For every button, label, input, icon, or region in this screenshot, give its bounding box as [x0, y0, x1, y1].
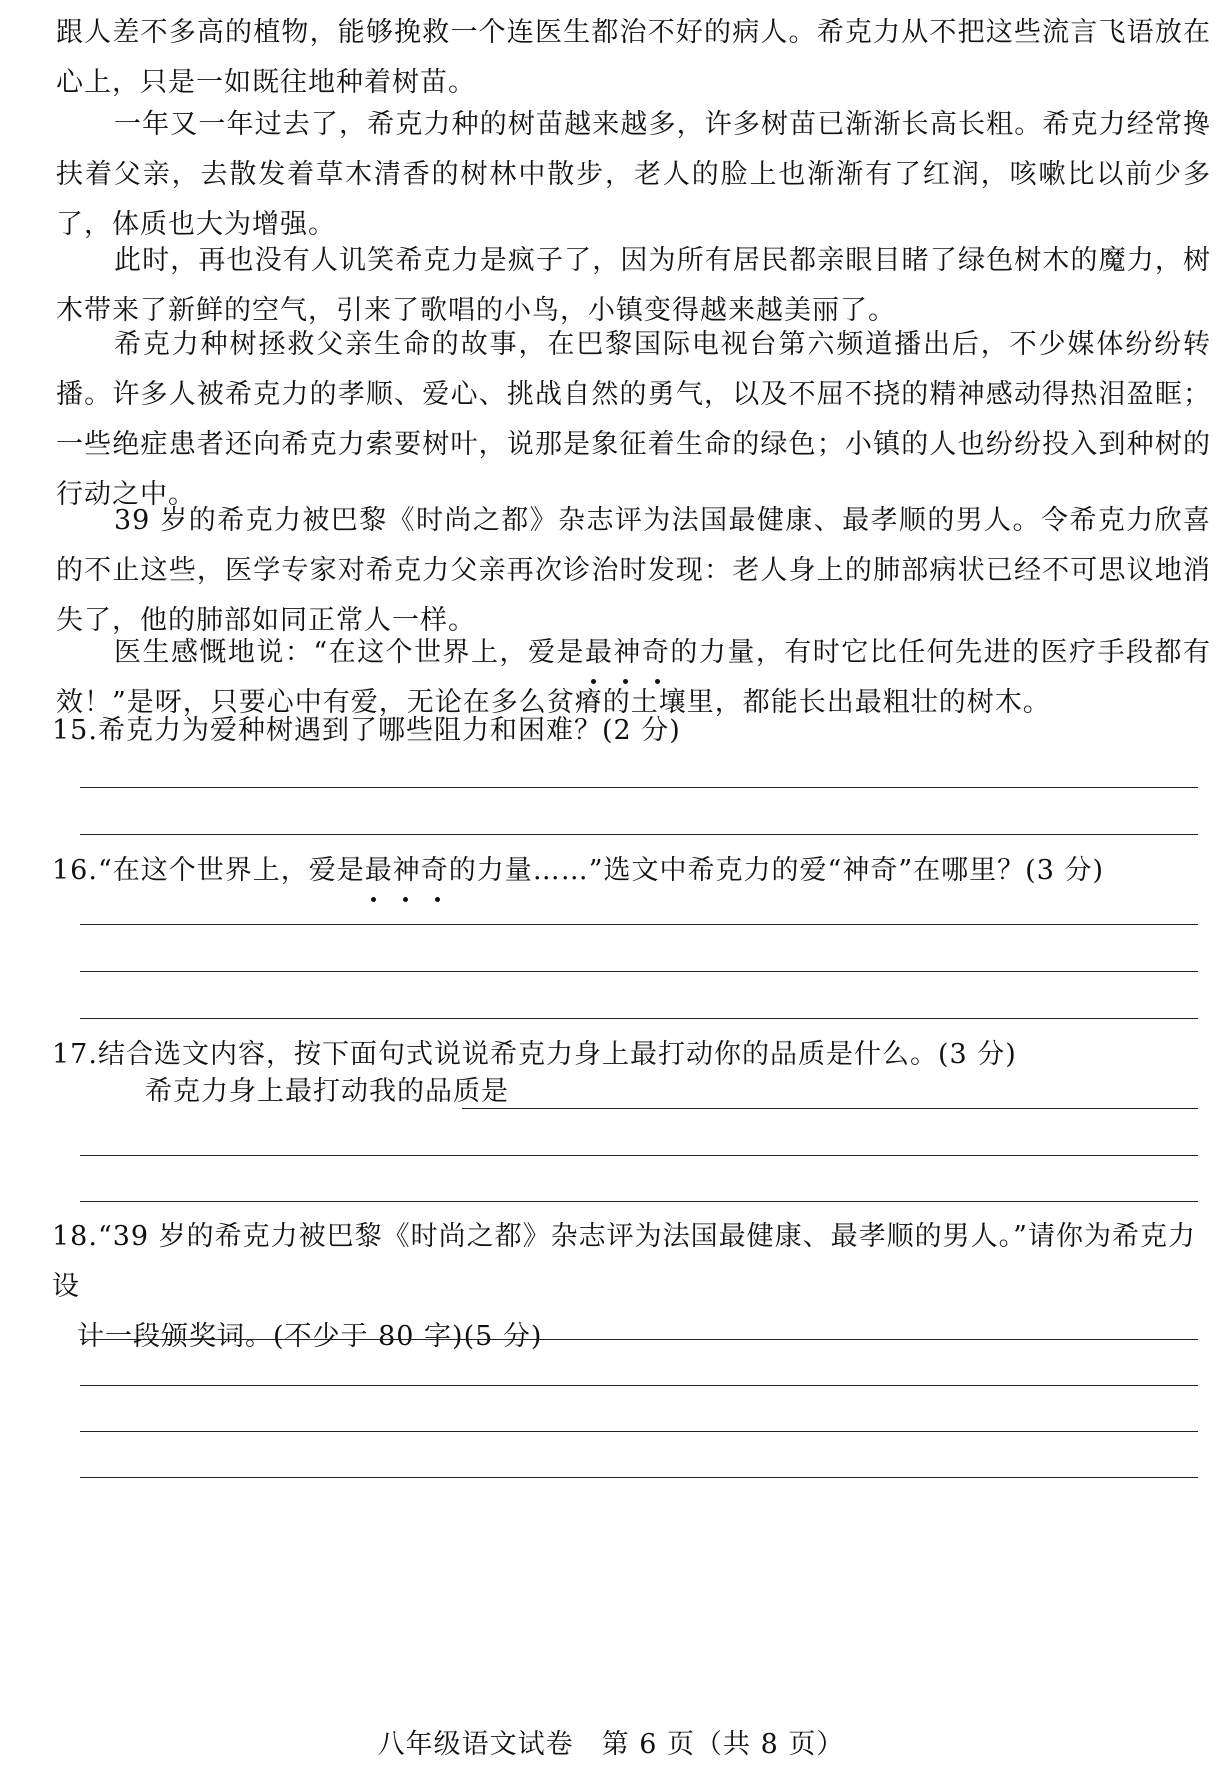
emphasis-dot	[655, 679, 660, 684]
answer-line[interactable]	[80, 1431, 1198, 1432]
answer-line[interactable]	[80, 1018, 1198, 1019]
answer-line[interactable]	[80, 1477, 1198, 1478]
passage-paragraph-4: 希克力种树拯救父亲生命的故事，在巴黎国际电视台第六频道播出后，不少媒体纷纷转播。许多人被希克力的孝顺、爱心、挑战自然的勇气，以及不屈不挠的精神感动得热泪盈眶；一些绝症患者还向希克力索要树叶，说那是象征着生命的绿色；小镇的人也纷纷投入到种树的行动之中。	[56, 329, 1211, 510]
question-18-line-2: 计一段颁奖词。(不少于 80 字)(5 分)	[77, 1321, 543, 1352]
question-16-after: 的力量……”选文中希克力的爱“神奇”在哪里？(3 分)	[448, 855, 1104, 886]
emphasis-dot	[435, 897, 440, 902]
passage-paragraph-3: 此时，再也没有人讥笑希克力是疯子了，因为所有居民都亲眼目睹了绿色树木的魔力，树木带来了新鲜的空气，引来了歌唱的小鸟，小镇变得越来越美丽了。	[56, 245, 1211, 326]
answer-line[interactable]	[80, 834, 1198, 835]
emphasized-text	[585, 637, 670, 668]
answer-line[interactable]	[80, 787, 1198, 788]
answer-blank[interactable]	[462, 1108, 1198, 1109]
question-16-before: 16.“在这个世界上，爱是	[52, 855, 365, 886]
passage-paragraph-5: 39 岁的希克力被巴黎《时尚之都》杂志评为法国最健康、最孝顺的男人。令希克力欣喜的不止这些，医学专家对希克力父亲再次诊治时发现：老人身上的肺部病状已经不可思议地消失了，他的肺部如同正常人一样。	[56, 505, 1211, 636]
question-18-line-1: 18.“39 岁的希克力被巴黎《时尚之都》杂志评为法国最健康、最孝顺的男人。”请你为希克力设	[52, 1221, 1196, 1302]
emphasis-dot	[371, 897, 376, 902]
emphasis-dot	[591, 679, 596, 684]
emphasis-dot	[403, 897, 408, 902]
answer-line[interactable]	[80, 1385, 1198, 1386]
page-footer: 八年级语文试卷 第 6 页（共 8 页）	[377, 1729, 845, 1760]
question-15: 15.希克力为爱种树遇到了哪些阻力和困难？(2 分)	[52, 715, 681, 746]
question-17: 17.结合选文内容，按下面句式说说希克力身上最打动你的品质是什么。(3 分)	[52, 1039, 1017, 1070]
answer-line[interactable]	[80, 1201, 1198, 1202]
passage-paragraph-1: 跟人差不多高的植物，能够挽救一个连医生都治不好的病人。希克力从不把这些流言飞语放在心上，只是一如既往地种着树苗。	[56, 17, 1211, 98]
passage-paragraph-2: 一年又一年过去了，希克力种的树苗越来越多，许多树苗已渐渐长高长粗。希克力经常搀扶着父亲，去散发着草木清香的树林中散步，老人的脸上也渐渐有了红润，咳嗽比以前少多了，体质也大为增强。	[56, 109, 1211, 240]
answer-line[interactable]	[80, 1339, 1198, 1340]
answer-line[interactable]	[80, 924, 1198, 925]
question-17-prompt: 希克力身上最打动我的品质是	[145, 1076, 509, 1107]
emphasized-phrase: 最神奇	[364, 855, 449, 886]
emphasis-dot	[623, 679, 628, 684]
question-16	[52, 846, 1212, 896]
emphasized-phrase: 最神奇	[584, 637, 671, 668]
emphasized-text	[365, 855, 449, 886]
answer-line[interactable]	[80, 971, 1198, 972]
passage-paragraph-6-after: 的力量，有时它比任何先进的医疗手段都有效！”是呀，只要心中有爱，无论在多么贫瘠的土壤里，都能长出最粗壮的树木。	[56, 637, 1212, 718]
answer-line[interactable]	[80, 1155, 1198, 1156]
passage-paragraph-6-before: 医生感慨地说：“在这个世界上，爱是	[114, 637, 585, 668]
